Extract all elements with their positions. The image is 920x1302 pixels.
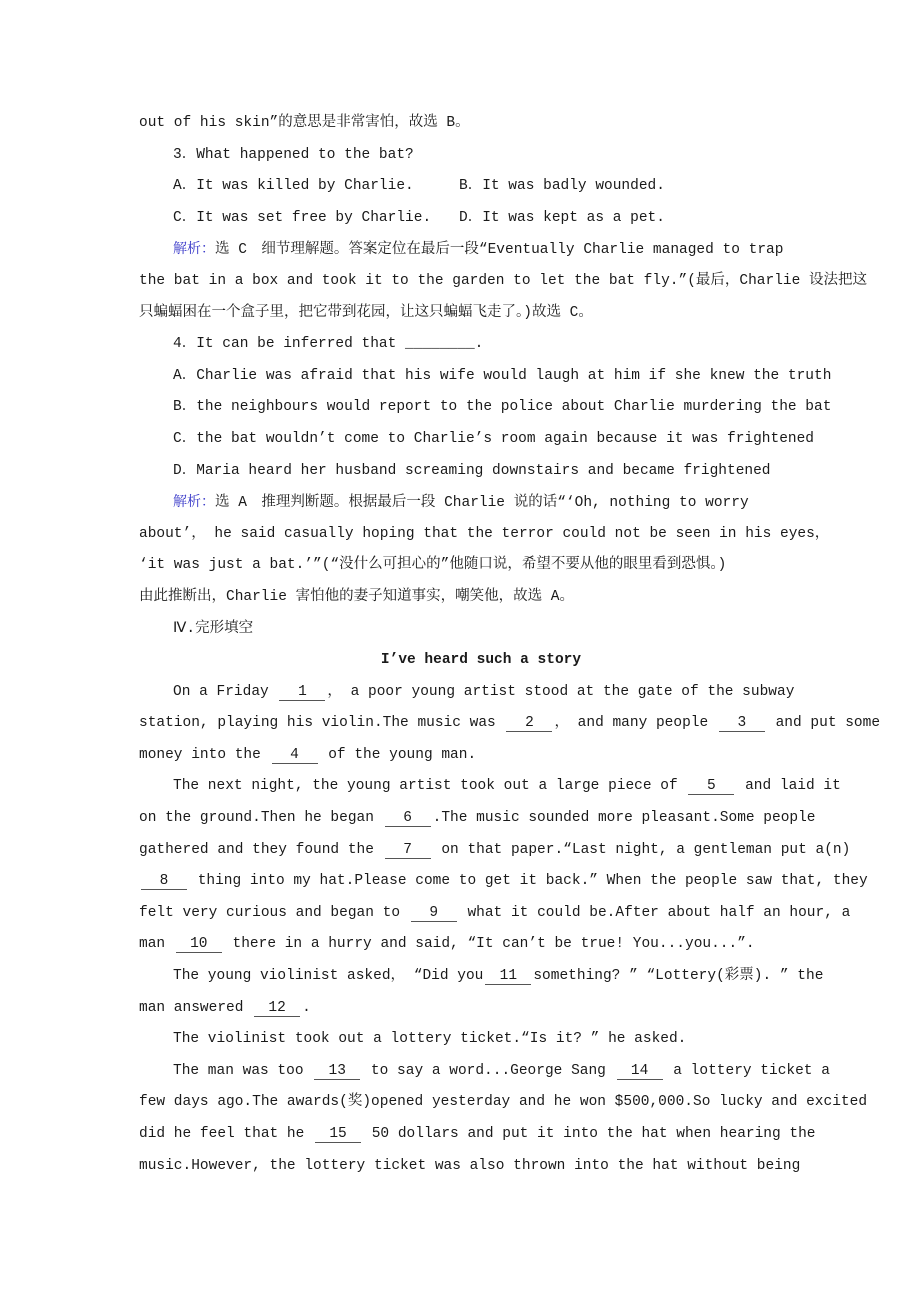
section-heading: Ⅳ.完形填空 (173, 620, 254, 637)
text: The next night, the young artist took out a large piece of (173, 778, 687, 795)
q4-analysis-line-3: ‘it was just a bat.’”(“没什么可担心的”他随口说，希望不要从他的眼里看到恐惧。) (139, 557, 727, 574)
passage-line (139, 993, 823, 1025)
text: On a Friday (173, 683, 278, 700)
passage-line (139, 929, 823, 961)
q3-stem: 3．What happened to the bat? (173, 146, 414, 163)
text: what it could be.After about half an hour, a (458, 904, 851, 921)
blank-8: 8 (141, 873, 187, 890)
q4-option-c: C．the bat wouldn’t come to Charlie’s room again because it was frightened (173, 430, 815, 447)
blank-13: 13 (314, 1063, 360, 1080)
text: felt very curious and began to (139, 904, 409, 921)
passage-line (139, 1056, 830, 1088)
q4-option-d: D．Maria heard her husband screaming downstairs and became frightened (173, 462, 771, 479)
passage-line (139, 740, 823, 772)
blank-11: 11 (485, 968, 531, 985)
passage-line (139, 1119, 823, 1151)
blank-15: 15 (315, 1126, 361, 1143)
q4-option-b: B．the neighbours would report to the police about Charlie murdering the bat (173, 399, 832, 416)
q3-option-b: B．It was badly wounded. (459, 178, 665, 195)
passage-line (139, 898, 851, 930)
q4-stem: 4．It can be inferred that ________. (173, 336, 484, 353)
q3-option-c: C．It was set free by Charlie. (173, 209, 432, 226)
blank-12: 12 (254, 1000, 300, 1017)
document-page (139, 108, 881, 1182)
blank-3: 3 (719, 715, 765, 732)
q2-analysis-tail: out of his skin”的意思是非常害怕，故选 B。 (139, 115, 470, 131)
blank-5: 5 (688, 778, 734, 795)
text: on that paper.“Last night, a gentleman put a(n) (432, 841, 851, 858)
passage-line (139, 771, 841, 803)
text: gathered and they found the (139, 841, 383, 858)
blank-14: 14 (617, 1063, 663, 1080)
q3-options-row-2 (139, 203, 823, 235)
blank-10: 10 (176, 936, 222, 953)
passage-line (139, 866, 868, 898)
q4-option-a: A．Charlie was afraid that his wife would laugh at him if she knew the truth (173, 367, 832, 384)
passage-line (139, 677, 823, 709)
text: a lottery ticket a (664, 1062, 830, 1079)
text: money into the (139, 746, 270, 763)
text: something? ” “Lottery(彩票). ” the (533, 968, 824, 985)
text: thing into my hat.Please come to get it back.” When the people saw that, they (189, 873, 868, 890)
q3-analysis-line-1 (139, 234, 823, 266)
q3-option-a: A．It was killed by Charlie. (173, 178, 414, 195)
text: The man was too (173, 1062, 313, 1079)
blank-9: 9 (411, 905, 457, 922)
text: on the ground.Then he began (139, 810, 383, 827)
analysis-label: 解析： (173, 494, 215, 511)
q4-analysis-line-4: 由此推断出，Charlie 害怕他的妻子知道事实，嘲笑他，故选 A。 (139, 588, 575, 605)
passage-line: music.However, the lottery ticket was also thrown into the hat without being (139, 1157, 801, 1174)
passage-title: I’ve heard such a story (380, 652, 582, 669)
text: .The music sounded more pleasant.Some people (432, 810, 816, 827)
analysis-label: 解析： (173, 241, 215, 258)
text: 50 dollars and put it into the hat when hearing the (363, 1126, 816, 1142)
q3-options-row-1 (139, 171, 823, 203)
text: ， and many people (554, 715, 717, 732)
blank-4: 4 (272, 747, 318, 764)
blank-2: 2 (506, 715, 552, 732)
text: station, playing his violin.The music was (139, 715, 505, 732)
passage-line: few days ago.The awards(奖)opened yesterday and he won $500,000.So lucky and excited (139, 1094, 868, 1111)
passage-line (139, 708, 881, 740)
text: did he feel that he (139, 1126, 314, 1142)
passage-line (139, 961, 823, 993)
text: to say a word...George Sang (362, 1062, 615, 1079)
text: there in a hurry and said, “It can’t be true! You...you...”. (223, 936, 755, 953)
analysis-text: 选 A 推理判断题。根据最后一段 Charlie 说的话“‘Oh, nothing to worry (215, 495, 749, 512)
analysis-text: 选 C 细节理解题。答案定位在最后一段“Eventually Charlie managed to trap (215, 242, 784, 259)
text: man (139, 936, 174, 953)
text: of the young man. (319, 746, 477, 763)
blank-7: 7 (385, 842, 431, 859)
text: man answered (139, 999, 253, 1016)
passage-line (139, 803, 823, 835)
blank-1: 1 (279, 684, 325, 701)
text: ， a poor young artist stood at the gate of the subway (327, 683, 795, 700)
text: and put some (766, 715, 881, 732)
blank-6: 6 (385, 810, 431, 827)
q3-analysis-line-3: 只蝙蝠困在一个盒子里，把它带到花园，让这只蝙蝠飞走了。)故选 C。 (139, 304, 593, 321)
q4-analysis-line-2: about’， he said casually hoping that the terror could not be seen in his eyes， (139, 525, 830, 542)
q3-option-d: D．It was kept as a pet. (459, 209, 665, 226)
q3-analysis-line-2: the bat in a box and took it to the garden to let the bat fly.”(最后，Charlie 设法把这 (139, 272, 868, 289)
text: . (302, 999, 311, 1016)
text: and laid it (736, 778, 841, 795)
q4-analysis-line-1 (139, 487, 823, 519)
text: The young violinist asked， “Did you (173, 968, 484, 985)
passage-line: The violinist took out a lottery ticket.“Is it? ” he asked. (173, 1031, 687, 1048)
passage-line (139, 835, 851, 867)
